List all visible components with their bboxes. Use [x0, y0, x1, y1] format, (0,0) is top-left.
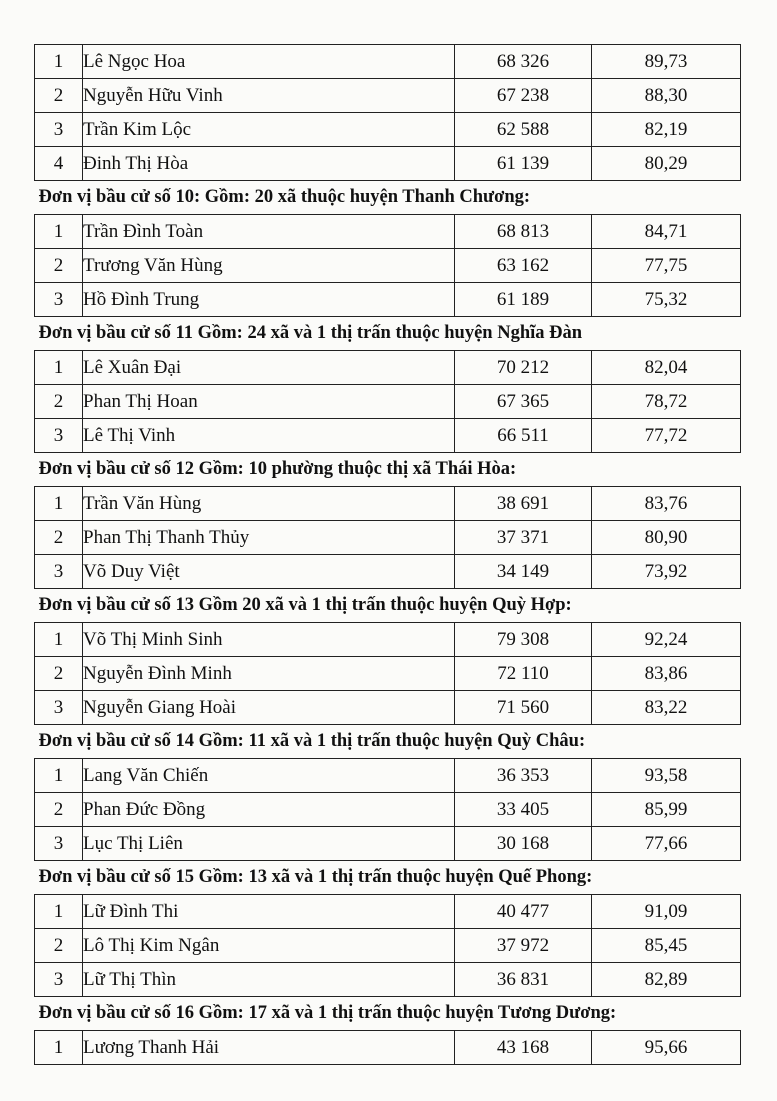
candidate-percent: 84,71 — [592, 215, 741, 249]
candidate-votes: 72 110 — [455, 657, 592, 691]
candidate-number: 1 — [35, 215, 83, 249]
candidate-number: 1 — [35, 45, 83, 79]
candidate-row — [35, 113, 741, 147]
candidate-number: 1 — [35, 1031, 83, 1065]
candidate-percent: 80,90 — [592, 521, 741, 555]
candidate-row — [35, 691, 741, 725]
candidate-votes: 63 162 — [455, 249, 592, 283]
candidate-votes: 61 139 — [455, 147, 592, 181]
electoral-unit-heading-text: Đơn vị bầu cử số 12 Gồm: 10 phường thuộc thị xã Thái Hòa: — [35, 453, 741, 487]
candidate-number: 2 — [35, 79, 83, 113]
electoral-unit-heading — [35, 997, 741, 1031]
candidate-votes: 34 149 — [455, 555, 592, 589]
candidate-row — [35, 249, 741, 283]
candidate-name: Võ Duy Việt — [83, 555, 455, 589]
candidate-votes: 71 560 — [455, 691, 592, 725]
candidate-name: Lang Văn Chiến — [83, 759, 455, 793]
candidate-votes: 67 365 — [455, 385, 592, 419]
candidate-row — [35, 419, 741, 453]
candidate-row — [35, 895, 741, 929]
candidate-number: 3 — [35, 113, 83, 147]
electoral-unit-heading-text: Đơn vị bầu cử số 14 Gồm: 11 xã và 1 thị trấn thuộc huyện Quỳ Châu: — [35, 725, 741, 759]
candidate-votes: 62 588 — [455, 113, 592, 147]
candidate-number: 1 — [35, 759, 83, 793]
candidate-votes: 30 168 — [455, 827, 592, 861]
candidate-percent: 83,86 — [592, 657, 741, 691]
candidate-percent: 92,24 — [592, 623, 741, 657]
candidate-percent: 93,58 — [592, 759, 741, 793]
candidate-percent: 82,04 — [592, 351, 741, 385]
candidate-name: Phan Thị Thanh Thủy — [83, 521, 455, 555]
candidate-row — [35, 385, 741, 419]
election-results-table — [34, 44, 741, 1065]
results-body — [35, 45, 741, 1065]
candidate-row — [35, 793, 741, 827]
candidate-name: Lê Thị Vinh — [83, 419, 455, 453]
candidate-votes: 79 308 — [455, 623, 592, 657]
candidate-name: Đinh Thị Hòa — [83, 147, 455, 181]
candidate-name: Lê Ngọc Hoa — [83, 45, 455, 79]
candidate-name: Lê Xuân Đại — [83, 351, 455, 385]
candidate-number: 2 — [35, 385, 83, 419]
candidate-row — [35, 79, 741, 113]
candidate-name: Trần Kim Lộc — [83, 113, 455, 147]
candidate-row — [35, 555, 741, 589]
candidate-row — [35, 827, 741, 861]
candidate-number: 1 — [35, 487, 83, 521]
electoral-unit-heading-text: Đơn vị bầu cử số 15 Gồm: 13 xã và 1 thị trấn thuộc huyện Quế Phong: — [35, 861, 741, 895]
electoral-unit-heading — [35, 725, 741, 759]
candidate-percent: 95,66 — [592, 1031, 741, 1065]
candidate-name: Lương Thanh Hải — [83, 1031, 455, 1065]
candidate-votes: 40 477 — [455, 895, 592, 929]
candidate-votes: 61 189 — [455, 283, 592, 317]
candidate-name: Lô Thị Kim Ngân — [83, 929, 455, 963]
candidate-name: Trần Đình Toàn — [83, 215, 455, 249]
candidate-number: 3 — [35, 827, 83, 861]
electoral-unit-heading — [35, 317, 741, 351]
candidate-votes: 68 813 — [455, 215, 592, 249]
candidate-percent: 88,30 — [592, 79, 741, 113]
candidate-number: 2 — [35, 249, 83, 283]
candidate-percent: 85,99 — [592, 793, 741, 827]
candidate-number: 1 — [35, 351, 83, 385]
electoral-unit-heading — [35, 453, 741, 487]
candidate-percent: 77,72 — [592, 419, 741, 453]
candidate-percent: 77,66 — [592, 827, 741, 861]
candidate-votes: 33 405 — [455, 793, 592, 827]
candidate-percent: 77,75 — [592, 249, 741, 283]
candidate-number: 3 — [35, 555, 83, 589]
candidate-percent: 89,73 — [592, 45, 741, 79]
candidate-percent: 78,72 — [592, 385, 741, 419]
candidate-name: Võ Thị Minh Sinh — [83, 623, 455, 657]
candidate-name: Phan Thị Hoan — [83, 385, 455, 419]
candidate-votes: 36 353 — [455, 759, 592, 793]
candidate-number: 3 — [35, 963, 83, 997]
candidate-row — [35, 351, 741, 385]
candidate-votes: 37 371 — [455, 521, 592, 555]
electoral-unit-heading — [35, 861, 741, 895]
candidate-row — [35, 147, 741, 181]
electoral-unit-heading — [35, 181, 741, 215]
candidate-row — [35, 623, 741, 657]
electoral-unit-heading-text: Đơn vị bầu cử số 13 Gồm 20 xã và 1 thị trấn thuộc huyện Quỳ Hợp: — [35, 589, 741, 623]
candidate-votes: 36 831 — [455, 963, 592, 997]
candidate-name: Nguyễn Hữu Vinh — [83, 79, 455, 113]
candidate-name: Trần Văn Hùng — [83, 487, 455, 521]
candidate-name: Trương Văn Hùng — [83, 249, 455, 283]
candidate-row — [35, 215, 741, 249]
candidate-number: 3 — [35, 419, 83, 453]
candidate-percent: 82,19 — [592, 113, 741, 147]
candidate-votes: 68 326 — [455, 45, 592, 79]
candidate-number: 3 — [35, 691, 83, 725]
candidate-percent: 91,09 — [592, 895, 741, 929]
candidate-row — [35, 283, 741, 317]
candidate-row — [35, 521, 741, 555]
candidate-name: Lữ Đình Thi — [83, 895, 455, 929]
candidate-name: Nguyễn Đình Minh — [83, 657, 455, 691]
candidate-percent: 85,45 — [592, 929, 741, 963]
candidate-votes: 43 168 — [455, 1031, 592, 1065]
candidate-row — [35, 963, 741, 997]
candidate-name: Hồ Đình Trung — [83, 283, 455, 317]
candidate-votes: 66 511 — [455, 419, 592, 453]
candidate-number: 3 — [35, 283, 83, 317]
candidate-percent: 73,92 — [592, 555, 741, 589]
candidate-number: 2 — [35, 657, 83, 691]
candidate-number: 2 — [35, 929, 83, 963]
candidate-percent: 75,32 — [592, 283, 741, 317]
candidate-number: 1 — [35, 623, 83, 657]
candidate-number: 1 — [35, 895, 83, 929]
candidate-percent: 82,89 — [592, 963, 741, 997]
electoral-unit-heading-text: Đơn vị bầu cử số 16 Gồm: 17 xã và 1 thị trấn thuộc huyện Tương Dương: — [35, 997, 741, 1031]
candidate-name: Phan Đức Đồng — [83, 793, 455, 827]
candidate-row — [35, 929, 741, 963]
candidate-row — [35, 487, 741, 521]
candidate-row — [35, 759, 741, 793]
candidate-number: 2 — [35, 793, 83, 827]
candidate-percent: 83,76 — [592, 487, 741, 521]
candidate-row — [35, 45, 741, 79]
candidate-row — [35, 657, 741, 691]
candidate-row — [35, 1031, 741, 1065]
electoral-unit-heading-text: Đơn vị bầu cử số 10: Gồm: 20 xã thuộc huyện Thanh Chương: — [35, 181, 741, 215]
candidate-percent: 83,22 — [592, 691, 741, 725]
candidate-votes: 38 691 — [455, 487, 592, 521]
candidate-votes: 37 972 — [455, 929, 592, 963]
candidate-name: Lữ Thị Thìn — [83, 963, 455, 997]
electoral-unit-heading-text: Đơn vị bầu cử số 11 Gồm: 24 xã và 1 thị trấn thuộc huyện Nghĩa Đàn — [35, 317, 741, 351]
candidate-name: Nguyễn Giang Hoài — [83, 691, 455, 725]
candidate-votes: 67 238 — [455, 79, 592, 113]
candidate-percent: 80,29 — [592, 147, 741, 181]
electoral-unit-heading — [35, 589, 741, 623]
candidate-name: Lục Thị Liên — [83, 827, 455, 861]
candidate-votes: 70 212 — [455, 351, 592, 385]
candidate-number: 4 — [35, 147, 83, 181]
candidate-number: 2 — [35, 521, 83, 555]
